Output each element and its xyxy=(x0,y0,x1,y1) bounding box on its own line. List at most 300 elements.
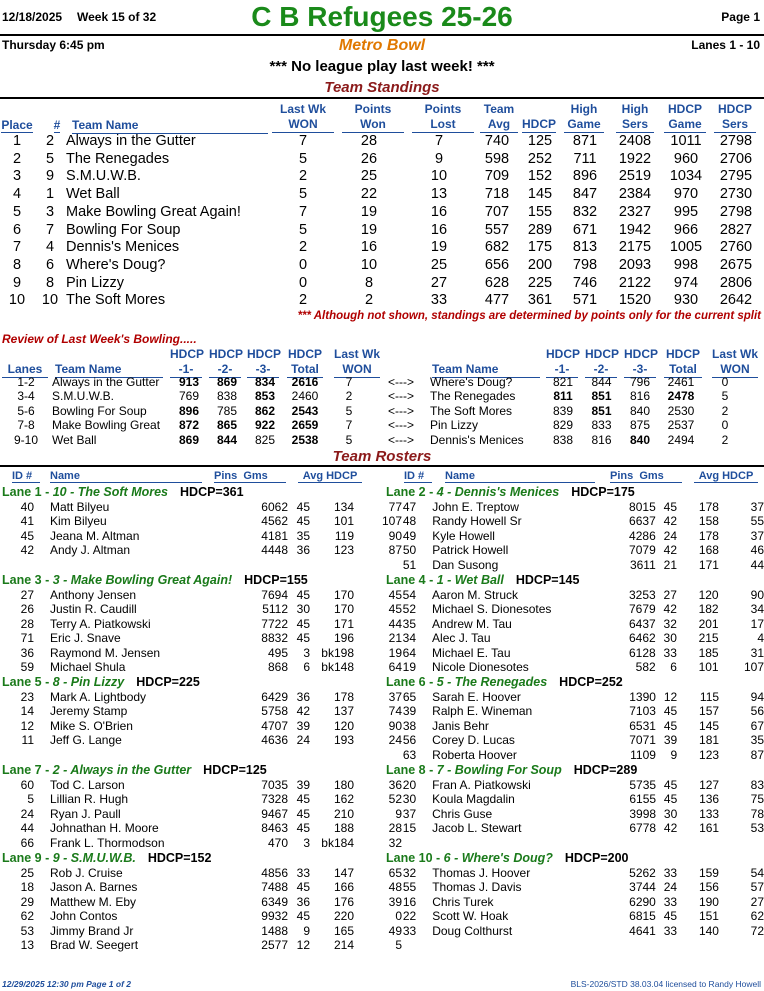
roster-cell: 78 xyxy=(750,806,764,821)
roster-row xyxy=(0,543,402,557)
lane-team-name: 5 - The Renegades xyxy=(436,675,548,689)
roster-row xyxy=(384,807,764,821)
roster-row xyxy=(0,690,402,704)
roster-cell: 7079 xyxy=(629,543,656,558)
review-cell: <---> xyxy=(387,403,414,418)
review-cell: Bowling For Soup xyxy=(52,403,147,418)
roster-table xyxy=(384,778,764,836)
roster-cell: 140 xyxy=(698,923,719,938)
roster-row xyxy=(0,807,402,821)
roster-cell: 176 xyxy=(333,894,354,909)
lane-hdcp: HDCP=145 xyxy=(515,573,580,587)
roster-cell: 24 xyxy=(296,733,310,748)
roster-cell: 45 xyxy=(296,880,310,895)
review-row xyxy=(0,404,747,418)
roster-row xyxy=(0,909,402,923)
roster-cell: 1109 xyxy=(630,747,656,762)
standings-row xyxy=(0,239,760,257)
lane-hdcp: HDCP=175 xyxy=(571,485,635,499)
standings-cell: 9 xyxy=(434,150,444,167)
roster-row xyxy=(384,924,764,938)
roster-cell: 45 xyxy=(296,514,310,529)
roster-cell: 45 xyxy=(296,792,310,807)
roster-cell: 115 xyxy=(699,690,720,704)
roster-cell: Andy J. Altman xyxy=(50,543,131,558)
roster-cell: 170 xyxy=(333,588,354,602)
standings-cell: 1 xyxy=(12,133,22,149)
standings-rule xyxy=(0,97,764,99)
roster-row xyxy=(0,514,402,528)
standings-cell: 2706 xyxy=(719,150,753,167)
standings-cell: 2 xyxy=(364,292,374,309)
col-points-won: Points Won xyxy=(342,102,404,133)
standings-row xyxy=(0,151,760,169)
roster-cell: 24 xyxy=(663,880,678,895)
col-high-sers: High Sers xyxy=(616,102,654,133)
roster-row xyxy=(0,646,402,660)
roster-cell: 33 xyxy=(663,866,678,880)
roster-cell: 44 xyxy=(20,821,34,836)
review-cell: 2478 xyxy=(667,389,695,404)
lane-team-name: 4 - Dennis's Menices xyxy=(436,485,560,499)
roster-row xyxy=(0,588,402,602)
review-cell: 851 xyxy=(591,389,612,404)
review-cell: 2543 xyxy=(291,403,319,418)
standings-cell: Wet Ball xyxy=(66,186,120,203)
lane-hdcp: HDCP=289 xyxy=(573,763,638,777)
roster-cell: 56 xyxy=(750,704,764,719)
roster-cell: 49 xyxy=(402,528,417,543)
roster-cell: 45 xyxy=(296,500,310,514)
roster-cell: 5 xyxy=(395,938,402,953)
rosters-title: Team Rosters xyxy=(332,448,432,465)
roster-cell: 40 xyxy=(20,500,34,514)
standings-cell: 10 xyxy=(41,292,59,309)
roster-cell: 123 xyxy=(333,543,354,558)
standings-cell: 13 xyxy=(430,186,448,203)
roster-cell: 64 xyxy=(402,645,417,660)
rev-col2-h2: HDCP -2- xyxy=(585,347,620,376)
lane-label: Lane 6 - xyxy=(386,675,437,689)
roster-cell: Koula Magdalin xyxy=(432,792,515,807)
roster-cell: 90 xyxy=(750,588,764,602)
roster-cell: 5262 xyxy=(629,866,656,880)
roster-cell: 36 xyxy=(20,645,34,660)
roster-cell: 165 xyxy=(333,923,354,938)
roster-row xyxy=(384,866,764,880)
roster-cell: 45 xyxy=(296,588,310,602)
lane-label: Lane 8 - xyxy=(386,763,437,777)
roster-cell: 20 xyxy=(402,778,417,792)
review-cell: <---> xyxy=(387,432,414,447)
roster-cell: 119 xyxy=(334,528,354,543)
standings-cell: 8 xyxy=(364,274,374,291)
roster-cell: Chris Guse xyxy=(432,806,493,821)
lane-hdcp: HDCP=125 xyxy=(203,763,267,777)
standings-row xyxy=(0,204,760,222)
col-hdcp-game: HDCP Game xyxy=(664,102,706,133)
roster-cell: 26 xyxy=(20,602,34,617)
roster-cell: 71 xyxy=(20,631,34,646)
roster-cell: 24 xyxy=(20,806,34,821)
roster-cell: 45 xyxy=(388,602,402,617)
review-cell: 862 xyxy=(254,403,276,418)
roster-cell: 41 xyxy=(20,514,34,529)
roster-cell: 101 xyxy=(333,514,354,529)
roster-cell: 178 xyxy=(698,500,719,514)
roster-cell: 90 xyxy=(388,528,402,543)
header-rule xyxy=(0,34,764,36)
roster-cell: Thomas J. Hoover xyxy=(432,866,531,880)
standings-cell: 7 xyxy=(434,133,444,149)
roster-cell: 27 xyxy=(20,588,34,602)
standings-cell: 3 xyxy=(12,168,22,185)
roster-cell: 42 xyxy=(20,543,34,558)
standings-cell: 7 xyxy=(45,221,55,238)
roster-cell: 3744 xyxy=(629,880,656,895)
standings-cell: 2730 xyxy=(719,186,753,203)
lane-label: Lane 5 - xyxy=(2,675,53,689)
lane-label: Lane 7 - xyxy=(2,763,53,777)
lane-label: Lane 1 - xyxy=(2,485,53,499)
standings-cell: 2798 xyxy=(719,133,753,149)
standings-cell: 998 xyxy=(673,256,699,273)
roster-cell: Jeff G. Lange xyxy=(50,733,122,748)
roster-cell: 55 xyxy=(402,880,417,895)
roster-row xyxy=(0,602,402,616)
standings-cell: Always in the Gutter xyxy=(66,133,196,149)
roster-cell: 50 xyxy=(402,543,417,558)
standings-cell: 252 xyxy=(527,150,553,167)
roster-table xyxy=(0,778,402,850)
roster-cell: 157 xyxy=(699,704,720,719)
roster-cell: 74 xyxy=(388,704,402,719)
standings-cell: 7 xyxy=(12,239,22,256)
roster-cell: Anthony Jensen xyxy=(50,588,137,602)
roster-cell: 582 xyxy=(635,660,656,675)
review-cell: <---> xyxy=(387,375,414,389)
roster-cell: 37 xyxy=(750,500,764,514)
review-cell: 7 xyxy=(345,418,353,433)
roster-cell: 470 xyxy=(267,835,288,850)
review-cell: Make Bowling Great xyxy=(52,418,161,433)
lane-hdcp: HDCP=200 xyxy=(564,851,629,865)
league-title: C B Refugees 25-26 xyxy=(251,1,513,32)
roster-cell: 4636 xyxy=(261,733,288,748)
standings-cell: 3 xyxy=(45,203,55,220)
roster-cell: bk198 xyxy=(321,645,354,660)
roster-cell: 158 xyxy=(698,514,719,529)
review-cell: 853 xyxy=(254,389,276,404)
roster-cell: 123 xyxy=(699,747,720,762)
roster-cell: Michael Shula xyxy=(50,660,126,675)
review-title: Review of Last Week's Bowling..... xyxy=(2,332,197,346)
roster-cell: 4 xyxy=(757,631,764,646)
roster-row xyxy=(384,529,764,543)
roster-cell: 3253 xyxy=(629,588,656,602)
roster-cell: 53 xyxy=(750,821,764,836)
roster-row xyxy=(384,558,764,572)
review-cell: 816 xyxy=(629,389,651,404)
roster-cell: 215 xyxy=(698,631,719,646)
roster-cell: 134 xyxy=(333,500,354,514)
review-cell: 2 xyxy=(345,389,353,404)
standings-cell: 5 xyxy=(45,150,55,167)
standings-cell: 9 xyxy=(45,168,55,185)
roster-cell: 495 xyxy=(267,645,288,660)
roster-cell: 25 xyxy=(20,866,34,880)
standings-cell: 1005 xyxy=(669,239,703,256)
review-cell: 5 xyxy=(345,432,353,447)
roster-cell: 182 xyxy=(698,602,719,617)
standings-cell: 557 xyxy=(484,221,510,238)
roster-row xyxy=(384,602,764,616)
roster-cell: 171 xyxy=(698,557,719,572)
roster-cell: 8015 xyxy=(629,500,656,514)
roster-lane-header xyxy=(2,573,308,587)
col-points-lost: Points Lost xyxy=(412,102,474,133)
review-table xyxy=(0,375,747,447)
standings-cell: 16 xyxy=(360,239,378,256)
roster-cell: 42 xyxy=(663,514,677,529)
report-date: 12/18/2025 xyxy=(2,10,63,24)
standings-cell: S.M.U.W.B. xyxy=(66,168,141,185)
roster-cell: 75 xyxy=(750,792,764,807)
roster-cell: 21 xyxy=(388,631,402,646)
standings-cell: 656 xyxy=(484,256,510,273)
standings-cell: 832 xyxy=(572,203,598,220)
review-cell: 811 xyxy=(553,389,573,404)
lane-team-name: 9 - S.M.U.W.B. xyxy=(52,851,136,865)
standings-cell: 2 xyxy=(12,150,22,167)
review-cell: Pin Lizzy xyxy=(430,418,479,433)
roster-cell: 34 xyxy=(402,631,417,646)
roster-row xyxy=(384,660,764,674)
roster-cell: bk148 xyxy=(321,660,354,675)
standings-cell: 995 xyxy=(673,203,699,220)
standings-cell: 33 xyxy=(430,292,448,309)
standings-row xyxy=(0,168,760,186)
standings-cell: 477 xyxy=(484,292,510,309)
standings-cell: 1520 xyxy=(618,292,652,309)
lane-team-name: 3 - Make Bowling Great Again! xyxy=(52,573,233,587)
roster-cell: 36 xyxy=(296,690,310,704)
roster-col-id: ID # xyxy=(12,470,40,483)
roster-cell: 19 xyxy=(402,660,417,675)
roster-row xyxy=(0,733,402,747)
roster-cell: Johnathan H. Moore xyxy=(50,821,159,836)
standings-cell: 2806 xyxy=(719,274,753,291)
standings-cell: 22 xyxy=(360,186,378,203)
standings-cell: 225 xyxy=(527,274,553,291)
roster-cell: 87 xyxy=(388,543,402,558)
standings-cell: 5 xyxy=(298,150,308,167)
roster-cell: Eric J. Snave xyxy=(50,631,121,646)
lane-label: Lane 10 - xyxy=(386,851,444,865)
lane-team-name: 2 - Always in the Gutter xyxy=(52,763,192,777)
roster-cell: 6462 xyxy=(629,631,656,646)
standings-cell: Bowling For Soup xyxy=(66,221,181,238)
review-cell: 2 xyxy=(721,432,729,447)
review-cell: 2460 xyxy=(291,389,319,404)
roster-cell: 90 xyxy=(388,718,402,733)
roster-cell: 6531 xyxy=(629,718,656,733)
standings-cell: Where's Doug? xyxy=(66,256,166,273)
roster-cell: Jeana M. Altman xyxy=(50,528,140,543)
roster-cell: 45 xyxy=(296,821,310,836)
standings-cell: 2408 xyxy=(618,133,652,149)
review-cell: 851 xyxy=(591,403,612,418)
roster-cell: 30 xyxy=(663,806,678,821)
roster-cell: Patrick Howell xyxy=(432,543,509,558)
roster-row xyxy=(384,778,764,792)
standings-cell: 155 xyxy=(527,203,553,220)
review-cell: Where's Doug? xyxy=(430,375,513,389)
standings-cell: 2 xyxy=(298,292,308,309)
roster-col-avg-2: Avg HDCP xyxy=(694,470,758,483)
roster-cell: 33 xyxy=(402,923,417,938)
rev-col-h3: HDCP -3- xyxy=(247,347,282,376)
roster-cell: Alec J. Tau xyxy=(432,631,491,646)
col-hdcp-sers: HDCP Sers xyxy=(714,102,756,133)
roster-row xyxy=(0,500,402,514)
standings-cell: 8 xyxy=(12,256,22,273)
roster-cell: 45 xyxy=(663,778,678,792)
rev-col2-h3: HDCP -3- xyxy=(624,347,659,376)
roster-cell: 101 xyxy=(698,660,719,675)
roster-cell: 42 xyxy=(663,602,677,617)
lane-team-name: 8 - Pin Lizzy xyxy=(52,675,125,689)
roster-cell: 162 xyxy=(333,792,354,807)
roster-cell: 44 xyxy=(388,616,402,631)
roster-table xyxy=(0,866,402,952)
roster-cell: 67 xyxy=(750,718,764,733)
roster-cell: Nicole Dionesotes xyxy=(432,660,529,675)
roster-cell: Justin R. Caudill xyxy=(50,602,137,617)
standings-cell: 571 xyxy=(572,292,598,309)
standings-cell: 28 xyxy=(360,133,378,149)
roster-lane-header xyxy=(386,851,628,865)
review-cell: 2530 xyxy=(667,403,695,418)
review-cell: 840 xyxy=(629,403,651,418)
roster-cell: 39 xyxy=(296,718,310,733)
lane-team-name: 7 - Bowling For Soup xyxy=(436,763,562,777)
roster-cell: Sarah E. Hoover xyxy=(432,690,521,704)
standings-cell: 1 xyxy=(45,186,55,203)
roster-cell: Brad W. Seegert xyxy=(50,938,139,953)
review-cell: 829 xyxy=(552,418,574,433)
standings-row xyxy=(0,222,760,240)
roster-cell: 27 xyxy=(750,894,764,909)
roster-table xyxy=(0,588,402,674)
review-cell: 2616 xyxy=(291,375,319,389)
roster-table xyxy=(0,690,402,748)
col-lastwk: Last Wk WON xyxy=(272,102,334,133)
review-cell: 5-6 xyxy=(17,403,35,418)
roster-cell: 38 xyxy=(402,718,417,733)
roster-col-name: Name xyxy=(50,470,202,483)
review-cell: 785 xyxy=(216,403,238,418)
roster-cell: 45 xyxy=(296,806,310,821)
roster-cell: 35 xyxy=(402,616,417,631)
review-cell: 869 xyxy=(178,432,200,447)
roster-cell: 7679 xyxy=(629,602,656,617)
roster-cell: 31 xyxy=(750,645,764,660)
rev-col-total: HDCP Total xyxy=(287,347,322,376)
standings-cell: 2175 xyxy=(618,239,652,256)
roster-row xyxy=(384,704,764,718)
roster-cell: 9 xyxy=(670,747,678,762)
roster-cell: 171 xyxy=(333,616,354,631)
roster-cell: 63 xyxy=(402,747,417,762)
roster-cell: 178 xyxy=(698,528,719,543)
roster-cell: 65 xyxy=(388,866,402,880)
roster-cell: Andrew M. Tau xyxy=(432,616,512,631)
roster-cell: 87 xyxy=(750,747,764,762)
standings-cell: 2795 xyxy=(719,168,753,185)
roster-table xyxy=(0,500,402,558)
roster-row xyxy=(384,895,764,909)
rosters-rule xyxy=(0,465,764,467)
review-cell: 825 xyxy=(254,432,276,447)
roster-cell: 23 xyxy=(20,690,34,704)
lane-label: Lane 9 - xyxy=(2,851,53,865)
standings-cell: 974 xyxy=(673,274,699,291)
review-cell: 7-8 xyxy=(17,418,35,433)
review-cell: 769 xyxy=(178,389,200,404)
standings-title: Team Standings xyxy=(324,79,440,96)
roster-cell: 33 xyxy=(663,923,678,938)
standings-cell: 0 xyxy=(298,256,308,273)
roster-cell: Lillian R. Hugh xyxy=(50,792,129,807)
standings-cell: 19 xyxy=(360,203,378,220)
col-high-game: High Game xyxy=(564,102,604,133)
roster-cell: Kyle Howell xyxy=(432,528,495,543)
roster-cell: Jason A. Barnes xyxy=(50,880,138,895)
roster-row xyxy=(0,924,402,938)
roster-cell: 21 xyxy=(663,557,677,572)
standings-table xyxy=(0,133,760,310)
review-cell: 875 xyxy=(629,418,651,433)
standings-cell: 152 xyxy=(527,168,553,185)
roster-cell: 33 xyxy=(663,645,677,660)
roster-cell: 11 xyxy=(21,733,34,748)
roster-cell: 3 xyxy=(303,835,310,850)
roster-cell: 32 xyxy=(388,835,402,850)
footer-right: BLS-2026/STD 38.03.04 licensed to Randy Howell xyxy=(570,979,761,989)
roster-col-id-2: ID # xyxy=(404,470,432,483)
roster-lane-header xyxy=(2,675,200,689)
standings-cell: 125 xyxy=(527,133,553,149)
rev-col-lanes: Lanes xyxy=(2,362,48,378)
review-cell: 0 xyxy=(721,375,729,389)
standings-cell: The Soft Mores xyxy=(66,292,166,309)
lane-team-name: 10 - The Soft Mores xyxy=(52,485,169,499)
col-team-avg: Team Avg xyxy=(480,102,518,133)
roster-cell: 7488 xyxy=(261,880,288,895)
standings-cell: 2642 xyxy=(719,292,753,309)
roster-lane-header xyxy=(2,851,211,865)
standings-cell: 145 xyxy=(527,186,553,203)
roster-cell: 15 xyxy=(402,821,417,836)
roster-cell: 6 xyxy=(670,660,677,675)
roster-cell: 36 xyxy=(296,543,310,558)
standings-row xyxy=(0,186,760,204)
roster-cell: 45 xyxy=(388,588,402,602)
standings-cell: 2798 xyxy=(719,203,753,220)
rev-col2-total: HDCP Total xyxy=(665,347,700,376)
review-cell: The Soft Mores xyxy=(430,403,513,418)
